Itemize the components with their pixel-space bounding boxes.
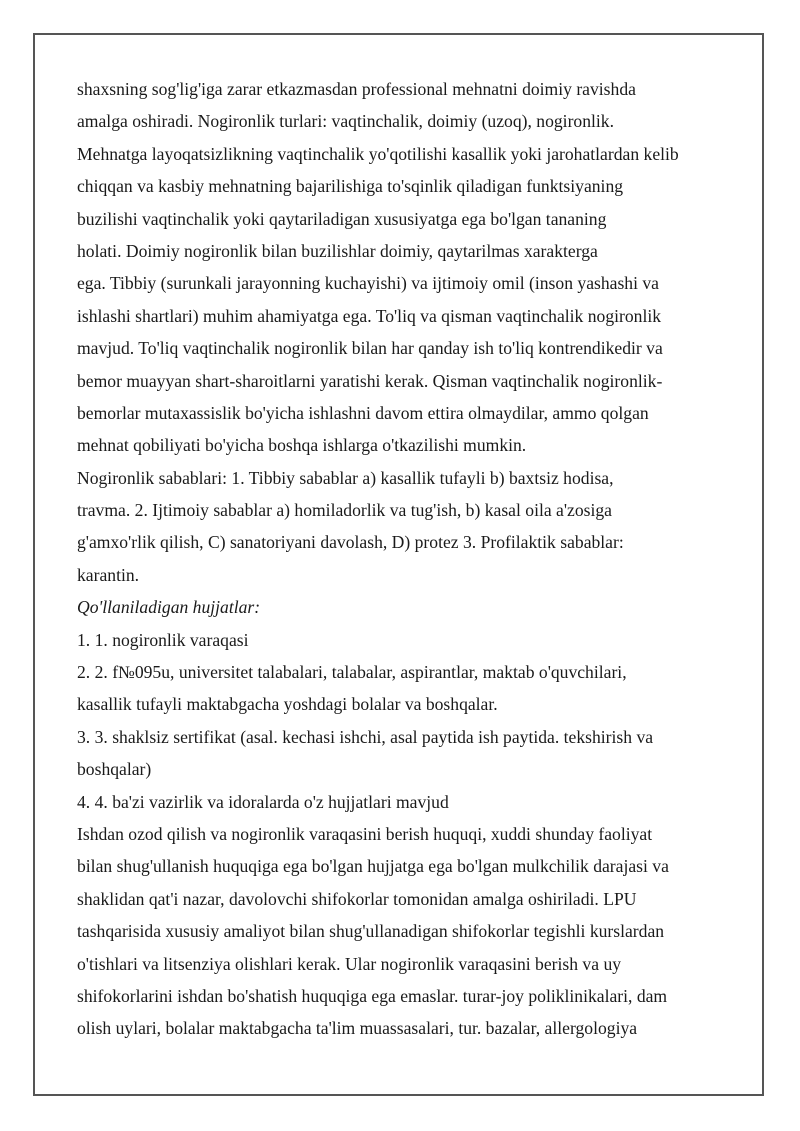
text-line: o'tishlari va litsenziya olishlari kerak. Ular nogironlik varaqasini berish va uy bbox=[77, 953, 622, 974]
text-line: holati. Doimiy nogironlik bilan buzilishlar doimiy, qaytarilmas xarakterga bbox=[77, 240, 598, 261]
text-line: buzilishi vaqtinchalik yoki qaytariladigan xususiyatga ega bo'lgan tananing bbox=[77, 208, 607, 229]
text-line: amalga oshiradi. Nogironlik turlari: vaqtinchalik, doimiy (uzoq), nogironlik. bbox=[77, 111, 614, 132]
text-line: ega. Tibbiy (surunkali jarayonning kuchayishi) va ijtimoiy omil (inson yashashi va bbox=[77, 273, 659, 294]
section-heading: Qo'llaniladigan hujjatlar: bbox=[77, 597, 261, 618]
text-line: g'amxo'rlik qilish, C) sanatoriyani davolash, D) protez 3. Profilaktik sabablar: bbox=[77, 532, 624, 553]
text-line: tashqarisida xususiy amaliyot bilan shug'ullanadigan shifokorlar tegishli kurslardan bbox=[77, 921, 665, 942]
text-line: shaxsning sog'lig'iga zarar etkazmasdan professional mehnatni doimiy ravishda bbox=[77, 79, 636, 99]
text-line: bemor muayyan shart-sharoitlarni yaratishi kerak. Qisman vaqtinchalik nogironlik- bbox=[77, 370, 663, 391]
text-line: chiqqan va kasbiy mehnatning bajarilishiga to'sqinlik qiladigan funktsiyaning bbox=[77, 176, 624, 197]
text-line: shifokorlarini ishdan bo'shatish huquqiga ega emaslar. turar-joy poliklinikalari, dam bbox=[77, 985, 668, 1006]
text-line: kasallik tufayli maktabgacha yoshdagi bolalar va boshqalar. bbox=[77, 694, 498, 715]
text-line: 2. 2. f№095u, universitet talabalari, talabalar, aspirantlar, maktab o'quvchilari, bbox=[77, 662, 627, 683]
text-line: mehnat qobiliyati bo'yicha boshqa ishlarga o'tkazilishi mumkin. bbox=[77, 435, 527, 456]
text-line: 4. 4. ba'zi vazirlik va idoralarda o'z hujjatlari mavjud bbox=[77, 791, 449, 812]
document-body bbox=[77, 73, 737, 1045]
text-line: mavjud. To'liq vaqtinchalik nogironlik bilan har qanday ish to'liq kontrendikedir va bbox=[77, 338, 663, 359]
text-line: olish uylari, bolalar maktabgacha ta'lim muassasalari, tur. bazalar, allergologiya bbox=[77, 1018, 638, 1039]
text-line: 3. 3. shaklsiz sertifikat (asal. kechasi ishchi, asal paytida ish paytida. tekshirish va bbox=[77, 726, 654, 747]
text-line: Nogironlik sabablari: 1. Tibbiy sabablar a) kasallik tufayli b) baxtsiz hodisa, bbox=[77, 467, 614, 488]
text-line: 1. 1. nogironlik varaqasi bbox=[77, 629, 249, 650]
text-line: ishlashi shartlari) muhim ahamiyatga ega. To'liq va qisman vaqtinchalik nogironlik bbox=[77, 305, 662, 326]
text-line: boshqalar) bbox=[77, 759, 152, 780]
text-line: shaklidan qat'i nazar, davolovchi shifokorlar tomonidan amalga oshiriladi. LPU bbox=[77, 888, 637, 909]
text-line: Mehnatga layoqatsizlikning vaqtinchalik yo'qotilishi kasallik yoki jarohatlardan kelib bbox=[77, 143, 679, 164]
text-line: bemorlar mutaxassislik bo'yicha ishlashni davom ettira olmaydilar, ammo qolgan bbox=[77, 402, 649, 423]
text-line: karantin. bbox=[77, 564, 140, 585]
text-line: Ishdan ozod qilish va nogironlik varaqasini berish huquqi, xuddi shunday faoliyat bbox=[77, 823, 653, 844]
text-line: travma. 2. Ijtimoiy sabablar a) homiladorlik va tug'ish, b) kasal oila a'zosiga bbox=[77, 500, 612, 521]
text-line: bilan shug'ullanish huquqiga ega bo'lgan hujjatga ega bo'lgan mulkchilik darajasi va bbox=[77, 856, 669, 877]
